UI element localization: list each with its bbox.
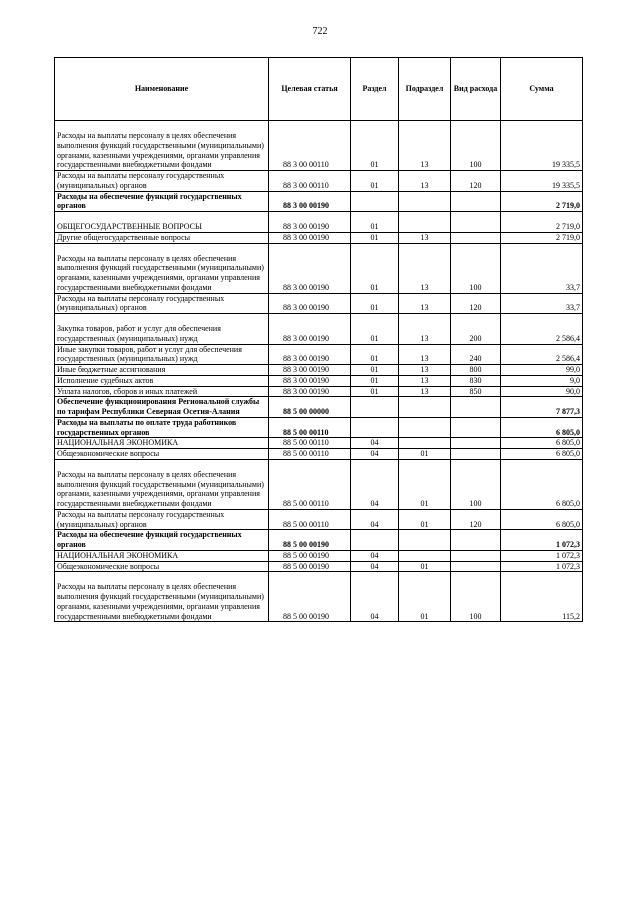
row-section [351,397,399,418]
table-row [55,509,583,530]
row-code: 88 5 00 00190 [269,550,351,561]
header-name: Наименование [55,58,269,121]
row-subsection [399,212,451,233]
row-name: Расходы на выплаты персоналу в целях обеспечения выполнения функций государственными (муниципальными) органами, казенными учреждениями, органами управления государственными внебюджетными фондами [55,459,269,509]
row-name: Расходы на выплаты персоналу в целях обеспечения выполнения функций государственными (муниципальными) органами, казенными учреждениями, органами управления государственными внебюджетными фондами [55,121,269,171]
row-name: Иные бюджетные ассигнования [55,365,269,376]
row-section [351,530,399,551]
table-row [55,314,583,345]
row-section: 01 [351,232,399,243]
table-row [55,191,583,212]
row-sum: 1 072,3 [501,561,583,572]
row-sum: 115,2 [501,572,583,622]
header-sum: Сумма [501,58,583,121]
row-section: 01 [351,243,399,293]
row-expense-type: 830 [451,375,501,386]
row-name: Иные закупки товаров, работ и услуг для обеспечения государственных (муниципальных) нужд [55,344,269,365]
row-expense-type: 120 [451,293,501,314]
row-subsection: 01 [399,509,451,530]
row-name: Расходы на обеспечение функций государственных органов [55,191,269,212]
row-name: Расходы на выплаты персоналу в целях обеспечения выполнения функций государственными (муниципальными) органами, казенными учреждениями, органами управления государственными внебюджетными фондами [55,572,269,622]
row-code: 88 5 00 00110 [269,459,351,509]
header-section: Раздел [351,58,399,121]
row-expense-type: 120 [451,171,501,192]
row-section: 04 [351,561,399,572]
row-expense-type [451,232,501,243]
row-code: 88 5 00 00190 [269,572,351,622]
table-row [55,438,583,449]
table-row [55,293,583,314]
row-section: 01 [351,375,399,386]
row-name: ОБЩЕГОСУДАРСТВЕННЫЕ ВОПРОСЫ [55,212,269,233]
table-row [55,365,583,376]
row-expense-type: 800 [451,365,501,376]
row-subsection: 13 [399,365,451,376]
table-row [55,232,583,243]
row-code: 88 3 00 00190 [269,375,351,386]
table-row [55,459,583,509]
row-expense-type: 850 [451,386,501,397]
row-expense-type [451,550,501,561]
row-name: Расходы на выплаты персоналу государственных (муниципальных) органов [55,171,269,192]
row-name: НАЦИОНАЛЬНАЯ ЭКОНОМИКА [55,550,269,561]
row-expense-type [451,530,501,551]
row-sum: 2 586,4 [501,344,583,365]
row-sum: 9,0 [501,375,583,386]
row-section: 01 [351,121,399,171]
row-sum: 6 805,0 [501,438,583,449]
row-code: 88 3 00 00190 [269,191,351,212]
row-code: 88 5 00 00110 [269,509,351,530]
row-name: Расходы на выплаты по оплате труда работников государственных органов [55,417,269,438]
table-row [55,344,583,365]
table-row [55,212,583,233]
row-code: 88 3 00 00190 [269,386,351,397]
row-subsection: 13 [399,344,451,365]
row-section: 04 [351,459,399,509]
row-subsection: 13 [399,121,451,171]
row-name: Расходы на выплаты персоналу в целях обеспечения выполнения функций государственными (муниципальными) органами, казенными учреждениями, органами управления государственными внебюджетными фондами [55,243,269,293]
row-subsection: 01 [399,561,451,572]
row-sum: 6 805,0 [501,449,583,460]
table-body [55,121,583,622]
row-sum: 99,0 [501,365,583,376]
row-code: 88 5 00 00110 [269,417,351,438]
row-expense-type: 240 [451,344,501,365]
row-expense-type: 100 [451,243,501,293]
table-row [55,550,583,561]
row-sum: 2 586,4 [501,314,583,345]
row-subsection: 13 [399,314,451,345]
row-code: 88 3 00 00190 [269,293,351,314]
row-sum: 19 335,5 [501,171,583,192]
row-sum: 33,7 [501,293,583,314]
row-code: 88 3 00 00110 [269,171,351,192]
row-subsection [399,397,451,418]
row-section: 01 [351,365,399,376]
row-name: Закупка товаров, работ и услуг для обеспечения государственных (муниципальных) нужд [55,314,269,345]
row-subsection: 13 [399,232,451,243]
row-code: 88 3 00 00190 [269,232,351,243]
row-code: 88 3 00 00190 [269,365,351,376]
row-sum: 33,7 [501,243,583,293]
table-row [55,121,583,171]
row-code: 88 5 00 00000 [269,397,351,418]
row-section: 04 [351,449,399,460]
row-code: 88 5 00 00110 [269,449,351,460]
budget-table [54,57,583,622]
row-code: 88 3 00 00190 [269,243,351,293]
row-sum: 90,0 [501,386,583,397]
row-name: Другие общегосударственные вопросы [55,232,269,243]
row-expense-type [451,191,501,212]
row-code: 88 5 00 00110 [269,438,351,449]
row-name: Расходы на выплаты персоналу государственных (муниципальных) органов [55,293,269,314]
row-name: Расходы на обеспечение функций государственных органов [55,530,269,551]
row-code: 88 5 00 00190 [269,530,351,551]
table-row [55,171,583,192]
row-expense-type [451,212,501,233]
table-row [55,397,583,418]
row-subsection: 01 [399,572,451,622]
row-sum: 6 805,0 [501,459,583,509]
row-expense-type: 100 [451,572,501,622]
row-subsection [399,438,451,449]
row-subsection: 01 [399,449,451,460]
row-section: 01 [351,314,399,345]
row-name: Расходы на выплаты персоналу государственных (муниципальных) органов [55,509,269,530]
row-subsection: 13 [399,243,451,293]
row-subsection [399,191,451,212]
row-name: Уплата налогов, сборов и иных платежей [55,386,269,397]
row-sum: 1 072,3 [501,550,583,561]
table-row [55,530,583,551]
header-code: Целевая статья [269,58,351,121]
row-section: 04 [351,438,399,449]
row-section [351,191,399,212]
row-sum: 2 719,0 [501,191,583,212]
row-expense-type [451,561,501,572]
header-expense-type: Вид расхода [451,58,501,121]
row-sum: 2 719,0 [501,232,583,243]
row-code: 88 5 00 00190 [269,561,351,572]
row-code: 88 3 00 00110 [269,121,351,171]
row-section [351,417,399,438]
row-code: 88 3 00 00190 [269,314,351,345]
table-row [55,417,583,438]
row-subsection: 01 [399,459,451,509]
row-name: Общеэкономические вопросы [55,561,269,572]
row-expense-type [451,417,501,438]
row-expense-type: 200 [451,314,501,345]
table-row [55,243,583,293]
row-sum: 6 805,0 [501,417,583,438]
row-code: 88 3 00 00190 [269,344,351,365]
table-row [55,561,583,572]
row-name: Обеспечение функционирования Региональной службы по тарифам Республики Северная Осетия-Алания [55,397,269,418]
row-subsection: 13 [399,375,451,386]
row-section: 01 [351,171,399,192]
row-expense-type [451,449,501,460]
row-expense-type: 100 [451,121,501,171]
row-name: НАЦИОНАЛЬНАЯ ЭКОНОМИКА [55,438,269,449]
row-section: 01 [351,212,399,233]
table-row [55,572,583,622]
row-expense-type [451,438,501,449]
row-subsection [399,417,451,438]
row-section: 04 [351,550,399,561]
row-code: 88 3 00 00190 [269,212,351,233]
row-sum: 2 719,0 [501,212,583,233]
row-section: 01 [351,344,399,365]
page-number: 722 [312,26,328,37]
row-section: 01 [351,386,399,397]
row-sum: 6 805,0 [501,509,583,530]
header-subsection: Подраздел [399,58,451,121]
row-name: Общеэкономические вопросы [55,449,269,460]
row-sum: 1 072,3 [501,530,583,551]
row-name: Исполнение судебных актов [55,375,269,386]
table-row [55,449,583,460]
table-row [55,386,583,397]
table-header-row [55,58,583,121]
row-section: 04 [351,509,399,530]
table-row [55,375,583,386]
row-subsection: 13 [399,171,451,192]
row-expense-type: 120 [451,509,501,530]
row-expense-type [451,397,501,418]
row-section: 01 [351,293,399,314]
row-sum: 7 877,3 [501,397,583,418]
row-expense-type: 100 [451,459,501,509]
row-subsection: 13 [399,293,451,314]
row-subsection [399,530,451,551]
row-subsection [399,550,451,561]
row-sum: 19 335,5 [501,121,583,171]
row-section: 04 [351,572,399,622]
row-subsection: 13 [399,386,451,397]
